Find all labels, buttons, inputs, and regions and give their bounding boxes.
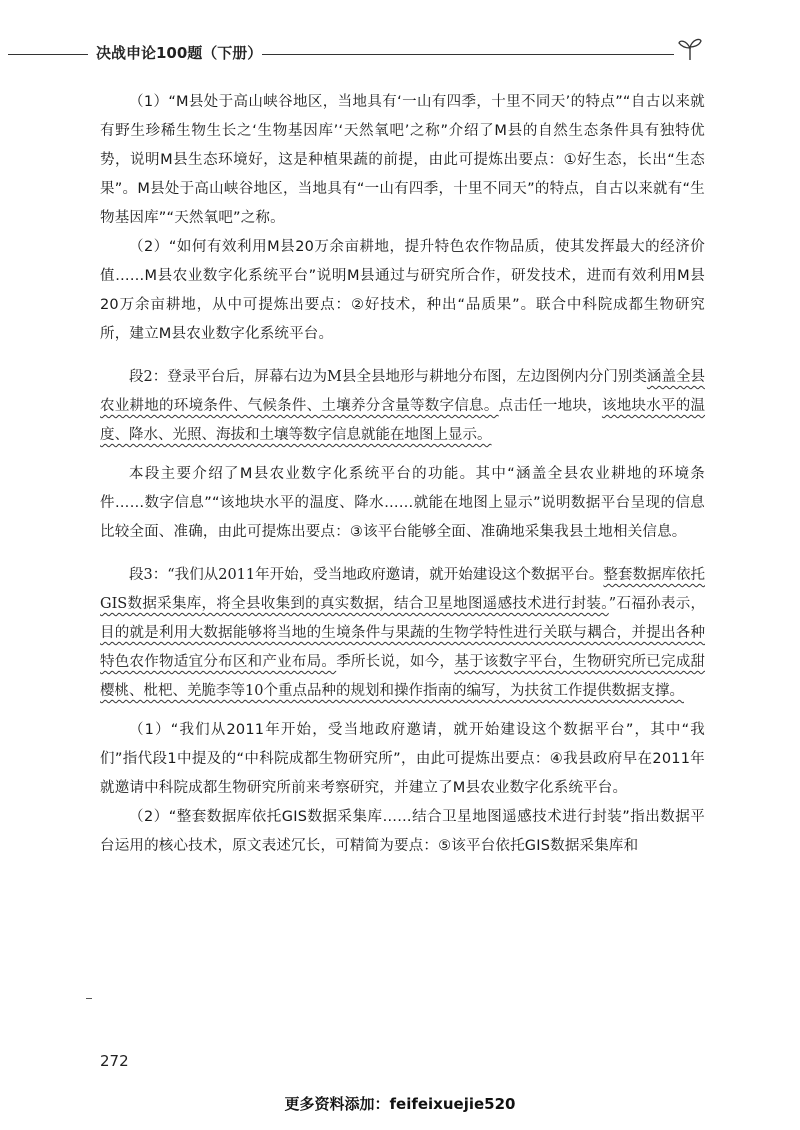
quote-2-mid: 点击任一地块， [498, 398, 602, 414]
analysis-paragraph-3: 本段主要介绍了M县农业数字化系统平台的功能。其中“涵盖全县农业耕地的环境条件……数字信息”“该地块水平的温度、降水……就能在地图上显示”说明数据平台呈现的信息比较全面、准确，由此可提炼出要点：③该平台能够全面、准确地采集我县土地相关信息。 [100, 466, 705, 540]
quote-3-underline-2: 目的就是利用大数据能够将当地的生境条件与果蔬的生物学特性进行关联与耦合，并提出各种特色农作物适宜分布区和产业布局。 [100, 625, 705, 670]
footer-note: 更多资料添加：feifeixuejie520 [284, 1095, 516, 1113]
analysis-paragraph-2: （2）“如何有效利用M县20万余亩耕地，提升特色农作物品质，使其发挥最大的经济价值……M县农业数字化系统平台”说明M县通过与研究所合作，研发技术，进而有效利用M县20万余亩耕地，从中可提炼出要点：②好技术，种出“品质果”。联合中科院成都生物研究所，建立M县农业数字化系统平台。 [100, 239, 705, 342]
header-rule-right [262, 54, 674, 55]
source-quote-segment-2 [100, 363, 705, 450]
page-body [100, 88, 705, 861]
page-number: 272 [100, 1052, 129, 1070]
quote-3-prefix: 段3：“我们从2011年开始，受当地政府邀请，就开始建设这个数据平台。 [129, 567, 604, 583]
analysis-paragraph-5: （2）“整套数据库依托GIS数据采集库……结合卫星地图遥感技术进行封装”指出数据平台运用的核心技术，原文表述冗长，可精简为要点：⑤该平台依托GIS数据采集库和 [100, 809, 705, 854]
sprout-icon [676, 34, 704, 62]
quote-3-mid-2: 季所长说，如今， [336, 654, 455, 670]
quote-3-underline-3: 基于该数字平台，生物研究所已完成甜樱桃、枇杷、羌脆李等10个重点品种的规划和操作指南的编写，为扶贫工作提供数据支撑。 [100, 654, 706, 699]
margin-tick [86, 998, 92, 999]
analysis-paragraph-4: （1）“我们从2011年开始，受当地政府邀请，就开始建设这个数据平台”，其中“我们”指代段1中提及的“中科院成都生物研究所”，由此可提炼出要点：④我县政府早在2011年就邀请中科院成都生物研究所前来考察研究，并建立了M县农业数字化系统平台。 [100, 722, 705, 796]
quote-3-mid: ”石福孙表示， [608, 596, 705, 612]
quote-2-underline-1: 涵盖全县农业耕地的环境条件、气候条件、土壤养分含量等数字信息。 [100, 369, 705, 414]
quote-3-underline-1: 整套数据库依托GIS数据采集库，将全县收集到的真实数据，结合卫星地图遥感技术进行封装。 [100, 567, 705, 612]
running-header [0, 32, 800, 72]
analysis-paragraph-1: （1）“M县处于高山峡谷地区，当地具有‘一山有四季，十里不同天’的特点”“自古以来就有野生珍稀生物生长之‘生物基因库’‘天然氧吧’之称”介绍了M县的自然生态条件具有独特优势，说明M县生态环境好，这是种植果蔬的前提，由此可提炼出要点：①好生态，长出“生态果”。M县处于高山峡谷地区，当地具有“一山有四季，十里不同天”的特点，自古以来就有“生物基因库”“天然氧吧”之称。 [100, 94, 705, 226]
book-title: 决战申论100题（下册） [96, 44, 263, 62]
quote-2-underline-2: 该地块水平的温度、降水、光照、海拔和土壤等数字信息就能在地图上显示。 [100, 398, 706, 443]
source-quote-segment-3 [100, 561, 705, 706]
header-rule-left [8, 54, 88, 55]
quote-2-prefix: 段2：登录平台后，屏幕右边为M县全县地形与耕地分布图，左边图例内分门别类 [129, 369, 647, 385]
